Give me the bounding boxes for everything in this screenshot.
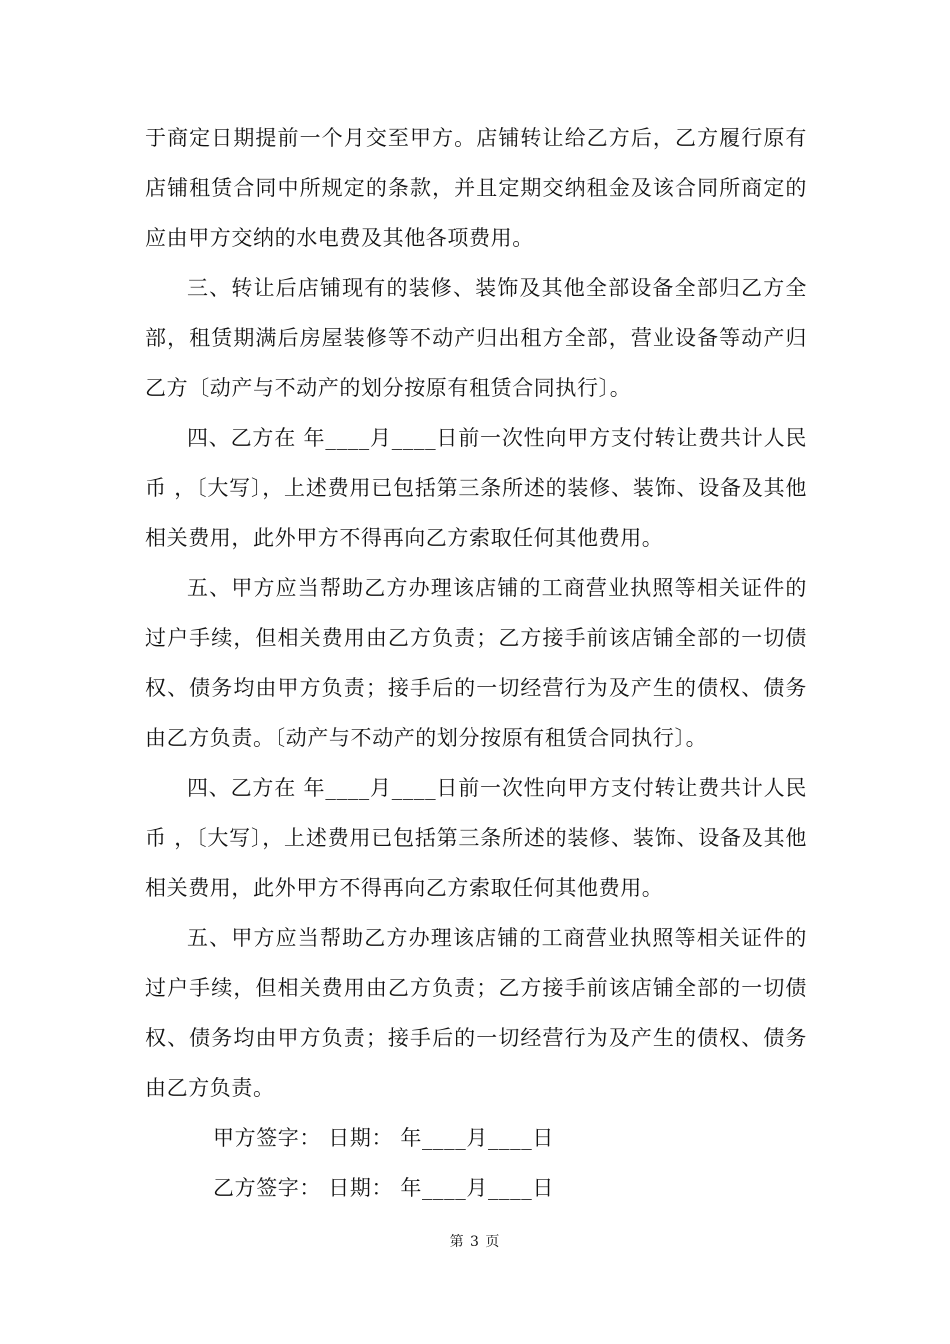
page-number: 第 3 页 — [449, 1234, 501, 1250]
signature-party-a: 甲方签字： 日期： 年____月____日 — [213, 1126, 554, 1150]
document-body — [145, 113, 807, 1213]
paragraph-6: 五、甲方应当帮助乙方办理该店铺的工商营业执照等相关证件的过户手续，但相关费用由乙方负责；乙方接手前该店铺全部的一切债权、债务均由甲方负责；接手后的一切经营行为及产生的债权、债务由乙方负责。 — [145, 926, 807, 1100]
paragraph-5: 四、乙方在 年____月____日前一次性向甲方支付转让费共计人民币 ，〔大写〕，上述费用已包括第三条所述的装修、装饰、设备及其他相关费用，此外甲方不得再向乙方索取任何其他费用。 — [145, 776, 807, 900]
paragraph-4: 五、甲方应当帮助乙方办理该店铺的工商营业执照等相关证件的过户手续，但相关费用由乙方负责；乙方接手前该店铺全部的一切债权、债务均由甲方负责；接手后的一切经营行为及产生的债权、债务由乙方负责。〔动产与不动产的划分按原有租赁合同执行〕。 — [145, 576, 807, 750]
paragraph-1: 于商定日期提前一个月交至甲方。店铺转让给乙方后，乙方履行原有店铺租赁合同中所规定的条款，并且定期交纳租金及该合同所商定的应由甲方交纳的水电费及其他各项费用。 — [145, 126, 807, 250]
signature-party-b: 乙方签字： 日期： 年____月____日 — [213, 1176, 554, 1200]
paragraph-2: 三、转让后店铺现有的装修、装饰及其他全部设备全部归乙方全部，租赁期满后房屋装修等不动产归出租方全部，营业设备等动产归乙方〔动产与不动产的划分按原有租赁合同执行〕。 — [145, 276, 807, 400]
paragraph-3: 四、乙方在 年____月____日前一次性向甲方支付转让费共计人民币 ，〔大写〕，上述费用已包括第三条所述的装修、装饰、设备及其他相关费用，此外甲方不得再向乙方索取任何其他费用。 — [145, 426, 807, 550]
